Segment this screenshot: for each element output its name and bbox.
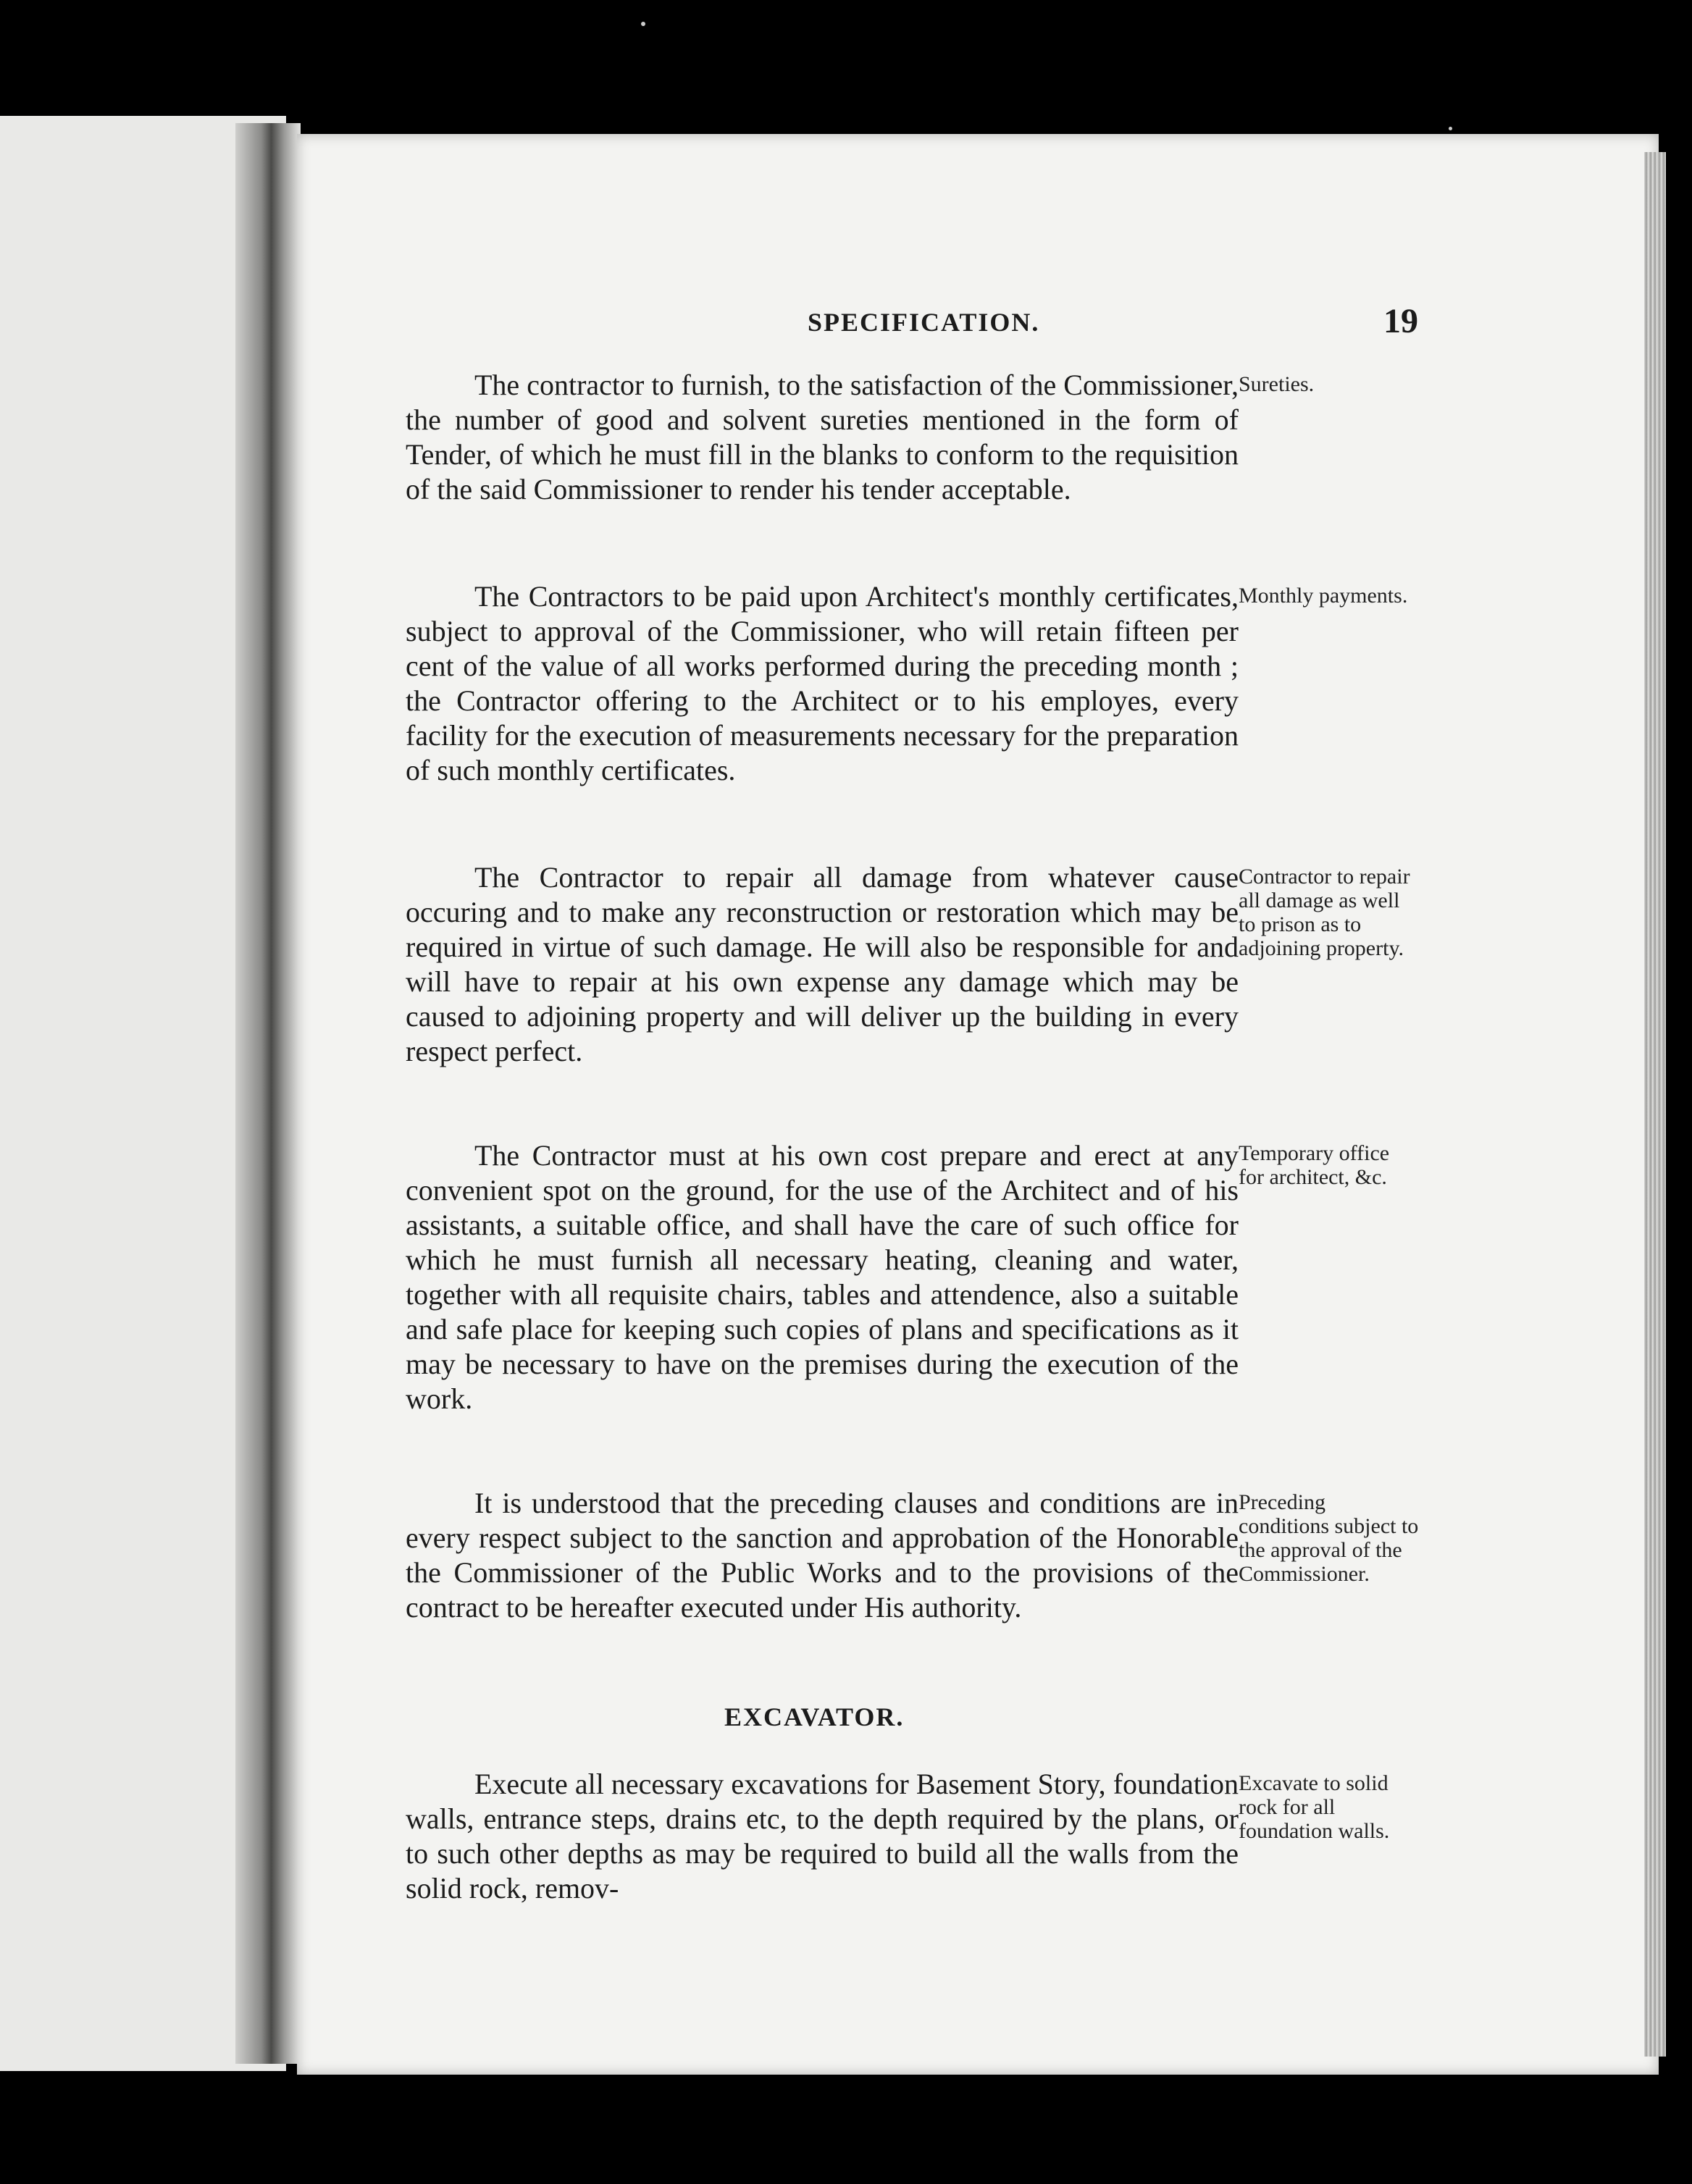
book-gutter <box>235 123 301 2064</box>
margin-note-sureties: Sureties. <box>1239 372 1315 396</box>
paragraph-sureties: The contractor to furnish, to the satisfaction of the Commissioner, the number of good and solvent sureties mentioned in the form of Tender, of which he must fill in the blanks to conform to the requisition of the said Commissioner to render his tender acceptable. <box>406 369 1239 505</box>
paragraph-repair-damage: The Contractor to repair all damage from whatever cause occuring and to make any reconstruction or restoration which may be required in virtue of such damage. He will also be responsible for and will have to repair at his own expense any damage which may be caused to adjoining property and will deliver up the building in every respect perfect. <box>406 861 1239 1067</box>
scan-speck <box>641 22 645 26</box>
margin-note-repair-damage: Contractor to repair all damage as well to prison as to adjoining property. <box>1239 865 1410 960</box>
paragraph-preceding-conditions: It is understood that the preceding clauses and conditions are in every respect subject to the sanction and approbation of the Honorable the Commissioner of the Public Works and to the provisions of the contract to be hereafter executed under His authority. <box>406 1487 1239 1624</box>
margin-note-temporary-office: Temporary office for architect, &c. <box>1239 1141 1390 1189</box>
page-edges <box>1644 152 1666 2057</box>
paragraph-monthly-payments: The Contractors to be paid upon Architect's monthly certificates, subject to approval of the Commissioner, who will retain fifteen per cent of the value of all works performed during the preceding month ; the Contractor offering to the Architect or to his employes, every facility for the execution of measurements necessary for the preparation of such monthly certificates. <box>406 580 1239 786</box>
margin-note-monthly-payments: Monthly payments. <box>1239 584 1408 608</box>
section-heading-excavator: EXCAVATOR. <box>724 1702 905 1731</box>
paragraph-temporary-office: The Contractor must at his own cost prepare and erect at any convenient spot on the ground, for the use of the Architect and of his assistants, a suitable office, and shall have the care of such office for which he must furnish all necessary heating, cleaning and water, together with all requisite chairs, tables and attendence, also a suitable and safe place for keeping such copies of plans and specifications as it may be necessary to have on the premises during the execution of the work. <box>406 1139 1239 1415</box>
paragraph-excavations: Execute all necessary excavations for Basement Story, foundation walls, entrance steps, drains etc, to the depth required by the plans, or to such other depths as may be required to build all the walls from the solid rock, remov- <box>406 1768 1239 1904</box>
margin-note-excavate: Excavate to solid rock for all foundation walls. <box>1239 1771 1390 1843</box>
running-head: SPECIFICATION. <box>808 308 1040 337</box>
margin-note-preceding-conditions: Preceding conditions subject to the approval of the Commissioner. <box>1239 1490 1419 1586</box>
scan-speck <box>1449 127 1452 130</box>
page-number: 19 <box>1383 302 1418 340</box>
